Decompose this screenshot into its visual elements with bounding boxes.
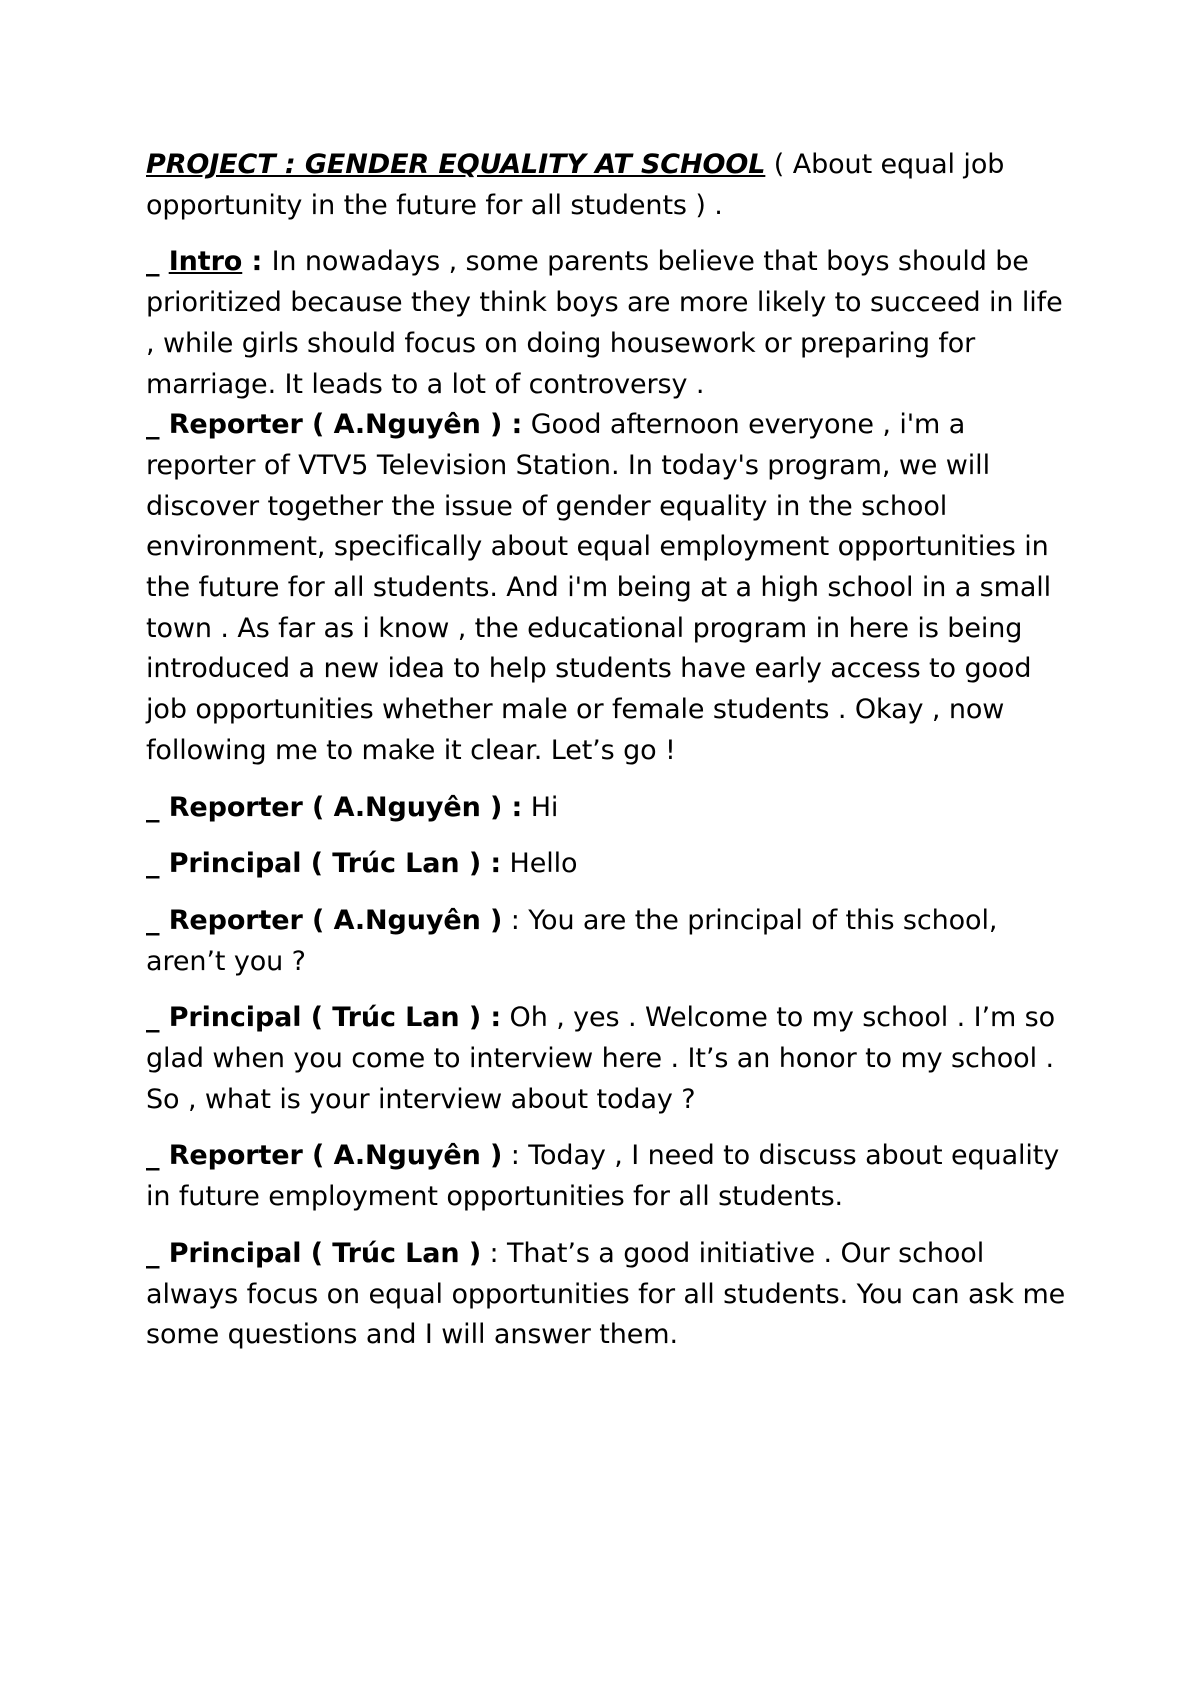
dialogue-line [146,901,1066,982]
speaker-label: _ Principal ( Trúc Lan ) : [146,1002,502,1034]
intro-text: In nowadays , some parents believe that boys should be prioritized because they think boys are more likely to succeed in life , while girls should focus on doing housework or preparing for marriage. It leads to a lot of controversy . [146,246,1063,400]
document-title: PROJECT : GENDER EQUALITY AT SCHOOL [146,149,766,180]
title-paragraph [146,145,1066,226]
dialogue-text: : You are the principal of this school, aren’t you ? [146,904,998,977]
speaker-label: _ Principal ( Trúc Lan ) [146,1237,482,1269]
dialogue-line [146,788,1066,829]
speaker-label: _ Reporter ( A.Nguyên ) : [146,409,523,441]
dialogue-line [146,1234,1066,1356]
speaker-label: _ Reporter ( A.Nguyên ) [146,904,503,936]
dialogue-line [146,1136,1066,1217]
speaker-label: _ Principal ( Trúc Lan ) : [146,848,502,880]
intro-colon: : [242,246,272,278]
dialogue-text: Good afternoon everyone , i'm a reporter of VTV5 Television Station. In today's program, we will discover together the issue of gender equality in the school environment, specifically about equal employment opportunities in the future for all students. And i'm being at a high school in a small town . As far as i know , the educational program in here is being introduced a new idea to help students have early access to good job opportunities whether male or female students . Okay , now following me to make it clear. Let’s go ! [146,409,1052,766]
dialogue-text: Hello [501,848,578,880]
intro-paragraph [146,242,1066,405]
dialogue-text: Hi [522,791,559,823]
title-note: ( About equal job opportunity in the future for all students ) . [146,149,1005,221]
intro-label: Intro [168,246,243,278]
document-page [146,145,1066,1372]
intro-prefix: _ [146,246,169,278]
dialogue-text: : Today , I need to discuss about equality in future employment opportunities for all students. [146,1140,1060,1213]
dialogue-text: Oh , yes . Welcome to my school . I’m so glad when you come to interview here . It’s an honor to my school . So , what is your interview about today ? [146,1002,1056,1115]
dialogue-line [146,844,1066,885]
speaker-label: _ Reporter ( A.Nguyên ) : [146,791,523,823]
dialogue-line [146,405,1066,771]
speaker-label: _ Reporter ( A.Nguyên ) [146,1140,503,1172]
dialogue-text: : That’s a good initiative . Our school always focus on equal opportunities for all students. You can ask me some questions and I will answer them. [146,1237,1066,1351]
dialogue-line [146,998,1066,1120]
